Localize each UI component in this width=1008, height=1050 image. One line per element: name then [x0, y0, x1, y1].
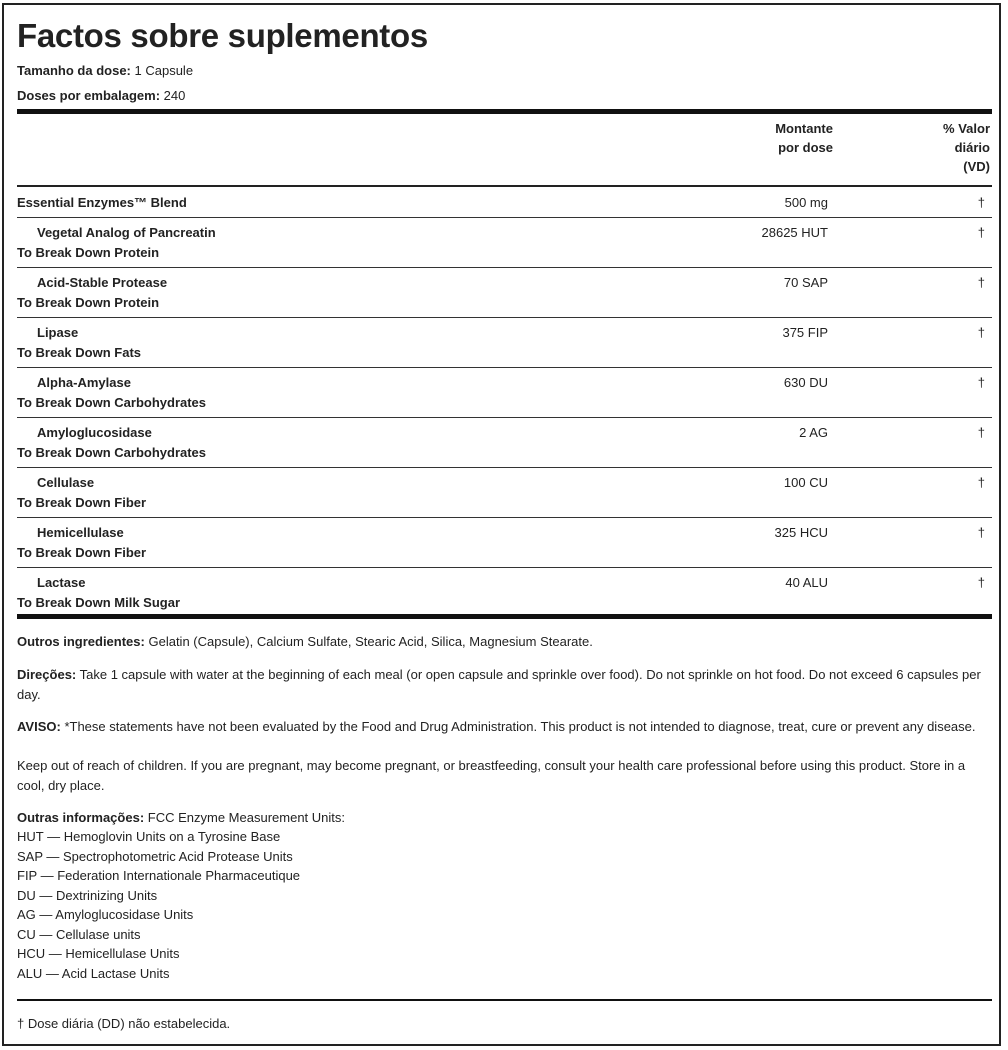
footnote: † Dose diária (DD) não estabelecida. [17, 1016, 231, 1031]
blend-row [17, 187, 992, 217]
ingredient-name: Acid-Stable Protease [37, 275, 168, 290]
divider-footnote [17, 999, 992, 1001]
ingredient-name-block [17, 473, 146, 513]
other-ingredients [17, 632, 992, 652]
ingredient-row [17, 567, 992, 617]
dv-header-line3: (VD) [963, 159, 990, 174]
unit-definition: CU — Cellulase units [17, 926, 141, 942]
ingredient-purpose: To Break Down Milk Sugar [17, 595, 181, 610]
ingredient-name: Lactase [37, 575, 86, 590]
ingredient-dv: † [977, 575, 985, 590]
directions-label: Direções: [17, 667, 77, 682]
ingredient-purpose: To Break Down Carbohydrates [17, 395, 207, 410]
directions [17, 665, 992, 704]
unit-definition: DU — Dextrinizing Units [17, 887, 158, 903]
ingredient-name: Amyloglucosidase [37, 425, 152, 440]
directions-text: Take 1 capsule with water at the beginning of each meal (or open capsule and sprinkle over food). Do not sprinkle on hot food. Do not exceed 6 capsules per day. [17, 667, 981, 702]
blend-amount: 500 mg [784, 195, 828, 210]
ingredient-dv: † [977, 425, 985, 440]
ingredient-purpose: To Break Down Fiber [17, 545, 147, 560]
unit-definition: HCU — Hemicellulase Units [17, 946, 180, 961]
warning-label: AVISO: [17, 719, 61, 734]
blend-name: Essential Enzymes™ Blend [17, 195, 187, 210]
servings-per-container-value: 240 [163, 88, 186, 103]
ingredient-row [17, 317, 992, 367]
ingredient-row [17, 217, 992, 267]
ingredient-name: Hemicellulase [37, 525, 124, 540]
keep-out-notice: Keep out of reach of children. If you are pregnant, may become pregnant, or breastfeeding, consult your health care professional before using this product. Store in a cool, dry place. [17, 758, 966, 793]
ingredient-purpose: To Break Down Carbohydrates [17, 445, 207, 460]
amount-per-serving-header [757, 119, 833, 157]
ingredient-dv: † [977, 375, 985, 390]
ingredient-name-block [17, 223, 216, 263]
other-ingredients-label: Outros ingredientes: [17, 634, 145, 649]
dv-header-line1: % Valor [943, 121, 990, 136]
amount-header-line1: Montante [775, 121, 833, 136]
warning-text: *These statements have not been evaluated by the Food and Drug Administration. This product is not intended to diagnose, treat, cure or prevent any disease. [64, 719, 976, 734]
other-info [17, 808, 992, 828]
ingredient-amount: 325 HCU [774, 525, 828, 540]
blend-dv: † [977, 195, 985, 210]
unit-definitions [17, 827, 300, 983]
ingredient-dv: † [977, 475, 985, 490]
divider-thick-bottom [17, 614, 992, 619]
unit-definition: SAP — Spectrophotometric Acid Protease Units [17, 848, 293, 864]
ingredient-purpose: To Break Down Protein [17, 245, 160, 260]
other-info-label: Outras informações: [17, 810, 145, 825]
ingredient-name-block [17, 423, 206, 463]
ingredient-amount: 40 ALU [785, 575, 828, 590]
daily-value-header [917, 119, 990, 176]
ingredient-amount: 375 FIP [782, 325, 828, 340]
ingredient-purpose: To Break Down Fiber [17, 495, 147, 510]
ingredient-purpose: To Break Down Fats [17, 345, 142, 360]
panel-title: Factos sobre suplementos [17, 17, 428, 54]
ingredient-amount: 100 CU [783, 475, 828, 490]
ingredient-dv: † [977, 225, 985, 240]
unit-definition: ALU — Acid Lactase Units [17, 965, 170, 981]
serving-size-value: 1 Capsule [134, 63, 194, 78]
supplement-facts-panel [2, 3, 1001, 1046]
ingredient-name: Lipase [37, 325, 79, 340]
warning [17, 717, 992, 737]
other-info-text: FCC Enzyme Measurement Units: [147, 810, 346, 825]
ingredient-name-block [17, 573, 180, 613]
unit-definition: HUT — Hemoglovin Units on a Tyrosine Base [17, 829, 281, 844]
ingredient-name-block [17, 273, 167, 313]
ingredient-amount: 70 SAP [783, 275, 828, 290]
servings-per-container [17, 88, 185, 103]
ingredient-row [17, 467, 992, 517]
ingredient-amount: 28625 HUT [761, 225, 828, 240]
divider-thick-top [17, 109, 992, 114]
ingredient-row [17, 367, 992, 417]
ingredient-row [17, 267, 992, 317]
ingredient-name: Vegetal Analog of Pancreatin [37, 225, 216, 240]
amount-header-line2: por dose [778, 140, 833, 155]
ingredient-name: Alpha-Amylase [37, 375, 131, 390]
ingredient-dv: † [977, 325, 985, 340]
ingredient-purpose: To Break Down Protein [17, 295, 160, 310]
unit-definition: FIP — Federation Internationale Pharmaceutique [17, 868, 301, 883]
servings-per-container-label: Doses por embalagem: [17, 88, 161, 103]
ingredient-row [17, 517, 992, 567]
ingredient-dv: † [977, 275, 985, 290]
unit-definition: AG — Amyloglucosidase Units [17, 907, 194, 922]
ingredient-name-block [17, 323, 141, 363]
dv-header-line2: diário [954, 140, 990, 155]
serving-size-label: Tamanho da dose: [17, 63, 131, 78]
ingredient-name-block [17, 373, 206, 413]
ingredient-dv: † [977, 525, 985, 540]
ingredient-amount: 630 DU [783, 375, 828, 390]
ingredient-amount: 2 AG [799, 425, 828, 440]
ingredient-name: Cellulase [37, 475, 95, 490]
ingredient-row [17, 417, 992, 467]
other-ingredients-text: Gelatin (Capsule), Calcium Sulfate, Stearic Acid, Silica, Magnesium Stearate. [148, 634, 593, 649]
ingredient-name-block [17, 523, 146, 563]
serving-size [17, 63, 193, 78]
